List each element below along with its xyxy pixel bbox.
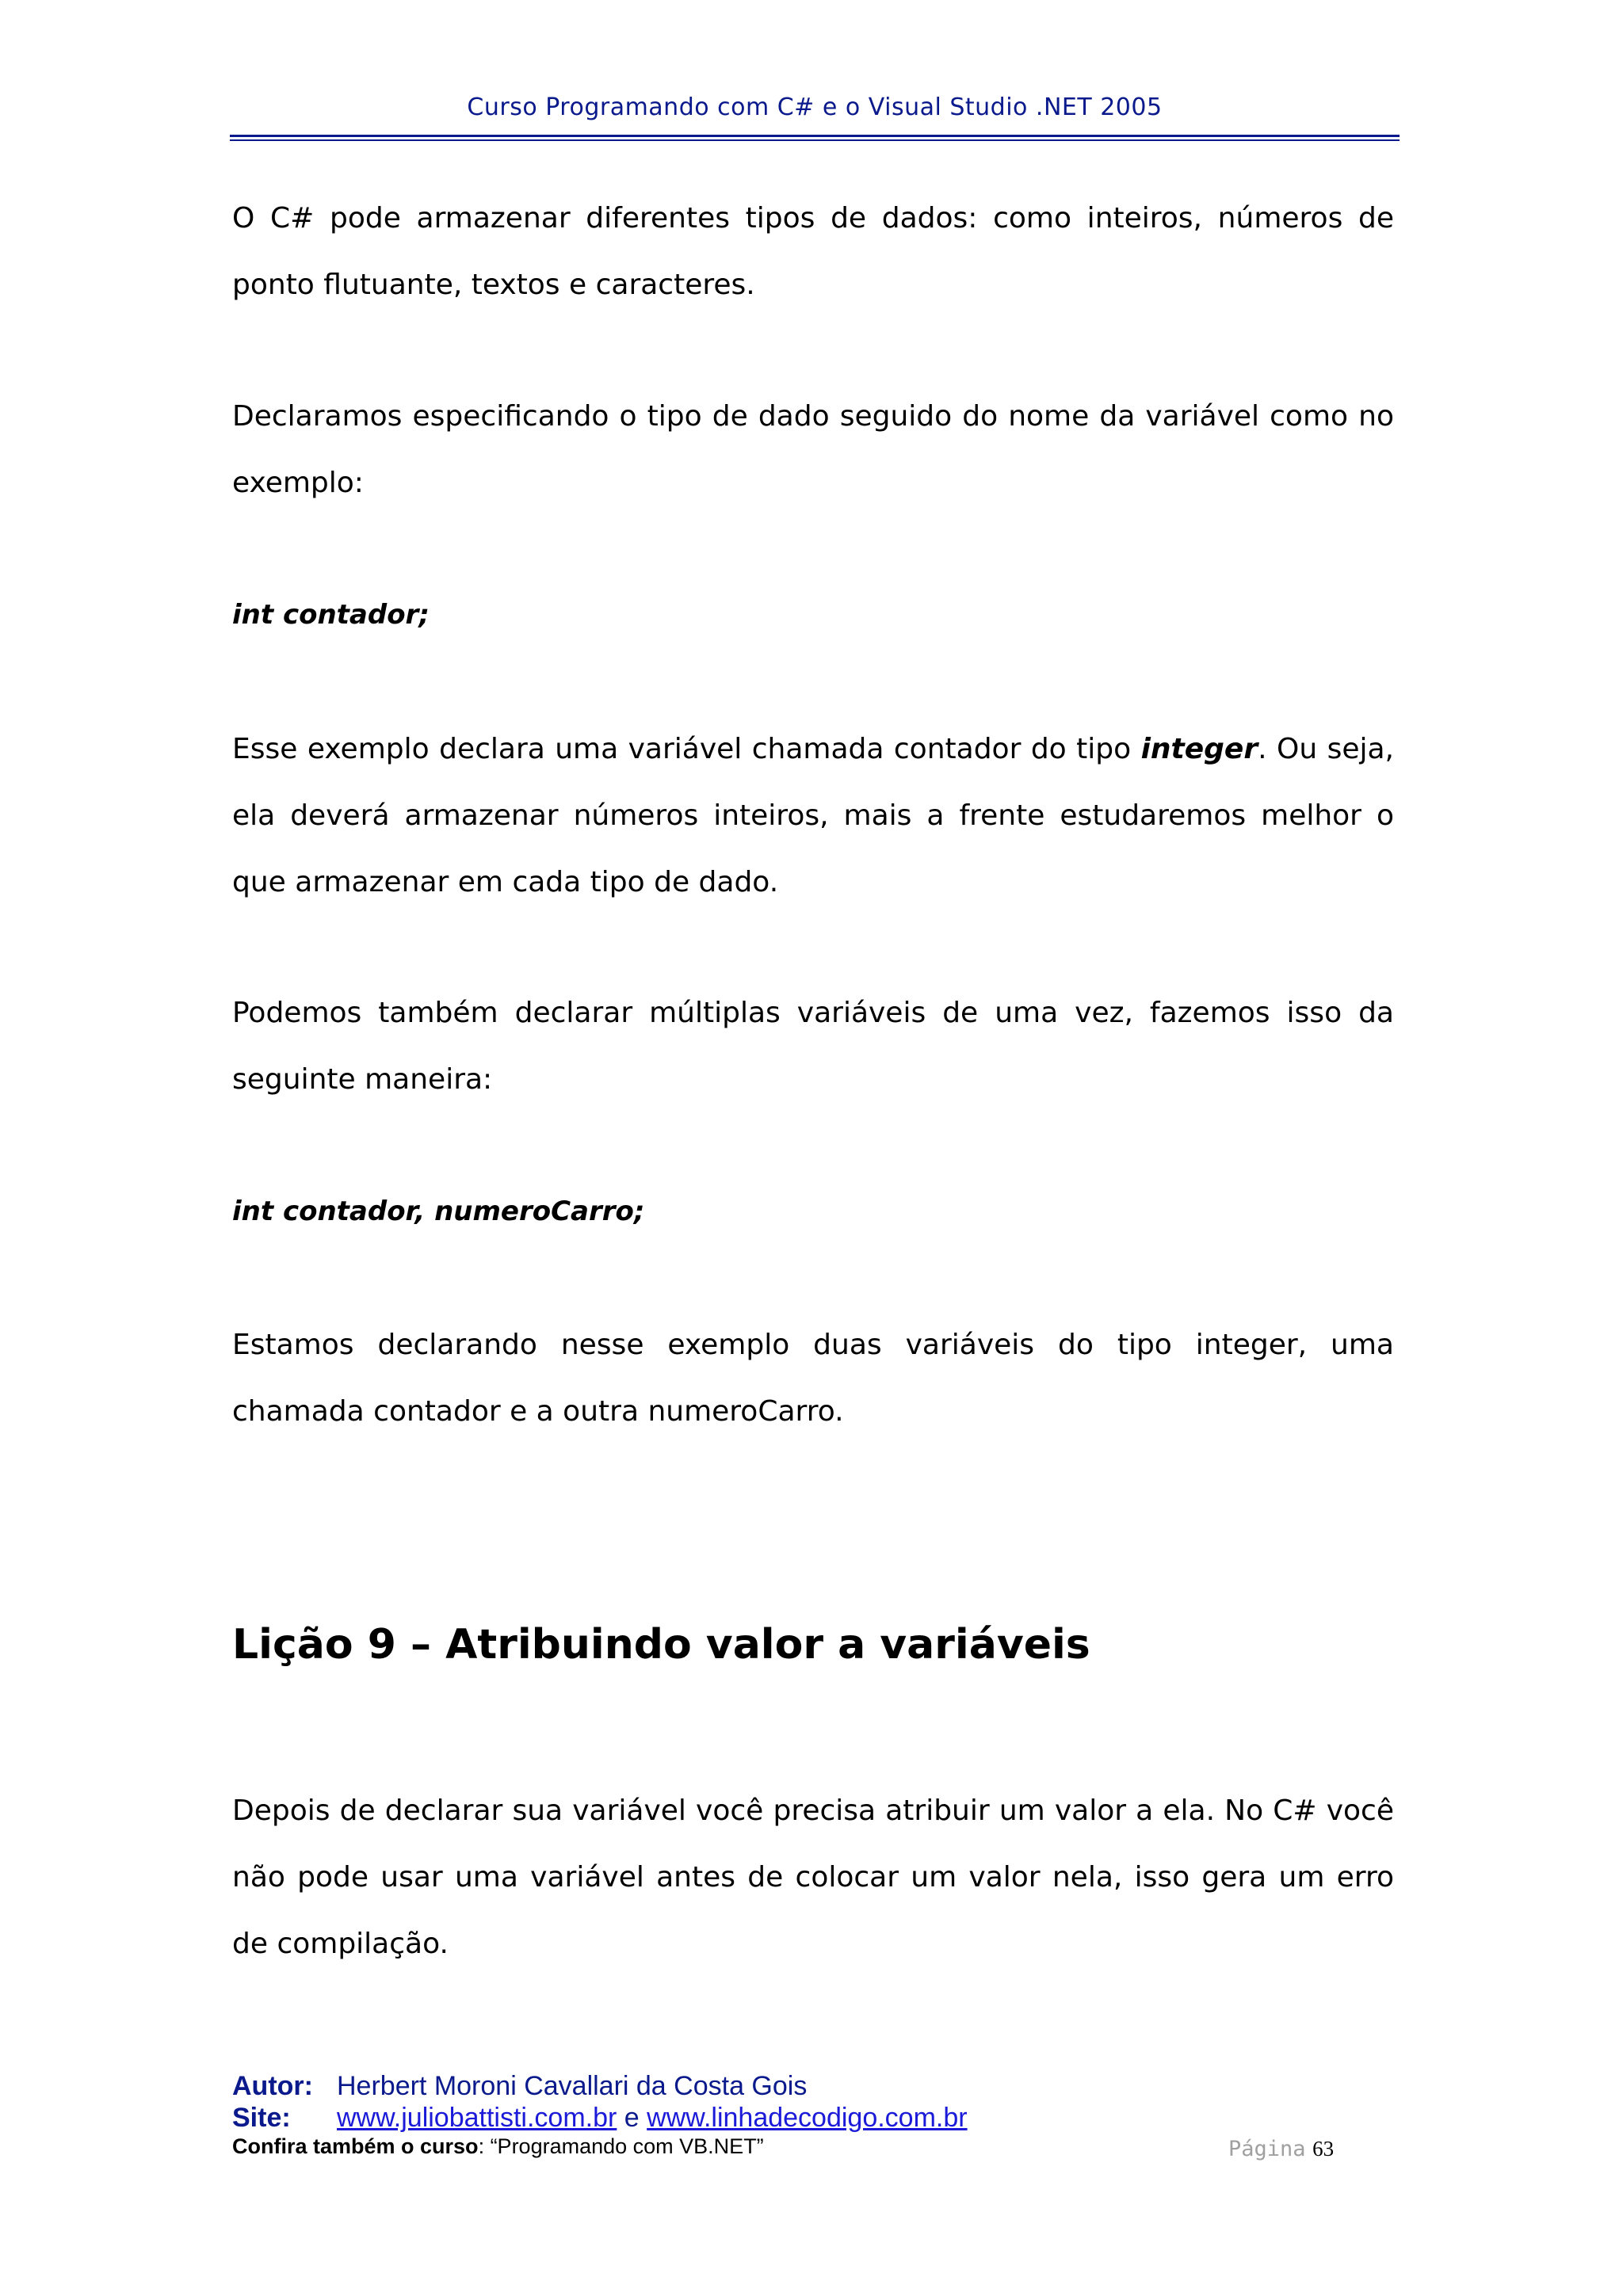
page-number-value: 63 <box>1312 2137 1335 2161</box>
author-name: Herbert Moroni Cavallari da Costa Gois <box>337 2071 808 2101</box>
section-heading: Lição 9 – Atribuindo valor a variáveis <box>232 1621 1090 1669</box>
page-number <box>1228 2137 1334 2161</box>
paragraph-text-start: Esse exemplo declara uma variável chamada contador do tipo <box>232 733 1141 765</box>
paragraph-multiple-variables: Podemos também declarar múltiplas variáveis de uma vez, fazemos isso da seguinte maneira: <box>232 997 1394 1096</box>
site-link-linhadecodigo[interactable]: www.linhadecodigo.com.br <box>647 2103 968 2133</box>
paragraph-example-explanation <box>232 716 1394 916</box>
paragraph-declaring: Declaramos especificando o tipo de dado seguido do nome da variável como no exemplo: <box>232 400 1394 499</box>
footer-author <box>232 2071 807 2102</box>
header-rule-thin <box>230 139 1400 141</box>
page-header-title: Curso Programando com C# e o Visual Studio .NET 2005 <box>467 93 1163 121</box>
paragraph-assigning: Depois de declarar sua variável você precisa atribuir um valor a ela. No C# você não pode usar uma variável antes de colocar um valor nela, isso gera um erro de compilação. <box>232 1794 1394 1960</box>
site-separator: e <box>617 2103 647 2133</box>
page-label: Página <box>1228 2137 1306 2161</box>
confira-text: : “Programando com VB.NET” <box>478 2134 764 2158</box>
header-rule-thick <box>230 135 1400 137</box>
site-label: Site: <box>232 2103 291 2133</box>
emphasis-integer: integer <box>1140 733 1258 765</box>
confira-label: Confira também o curso <box>232 2134 479 2158</box>
code-example-single: int contador; <box>232 599 430 631</box>
footer-confira <box>232 2134 764 2159</box>
footer-site <box>232 2103 968 2134</box>
paragraph-text-end: . Ou seja, ela deverá armazenar números inteiros, mais a frente estudaremos melhor o que armazenar em cada tipo de dado. <box>232 733 1394 898</box>
author-label: Autor: <box>232 2071 313 2101</box>
paragraph-data-types: O C# pode armazenar diferentes tipos de dados: como inteiros, números de ponto flutuante, textos e caracteres. <box>232 202 1394 301</box>
code-example-multiple: int contador, numeroCarro; <box>232 1196 645 1227</box>
site-link-juliobattisti[interactable]: www.juliobattisti.com.br <box>337 2103 617 2133</box>
paragraph-multiple-explanation: Estamos declarando nesse exemplo duas variáveis do tipo integer, uma chamada contador e a outra numeroCarro. <box>232 1329 1394 1428</box>
